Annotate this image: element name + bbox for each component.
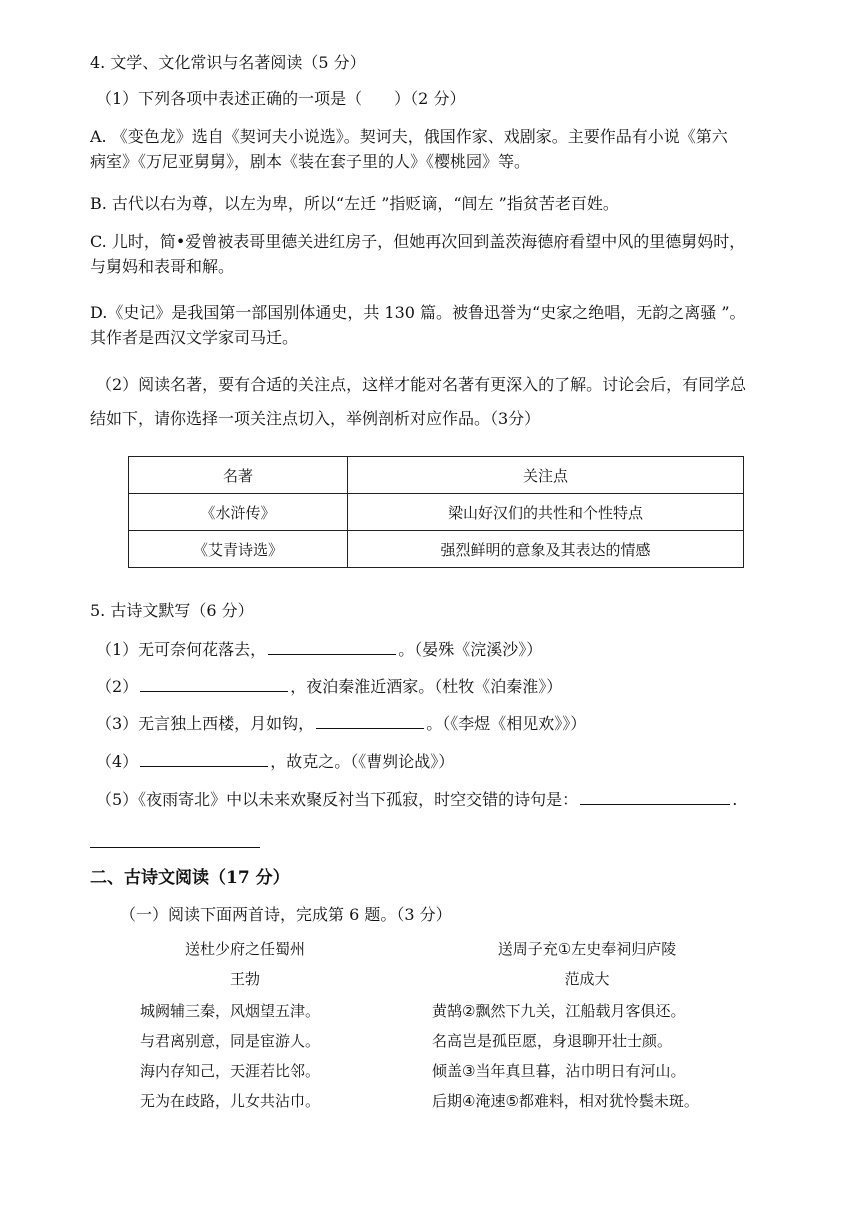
poem-2-author: 范成大: [564, 970, 610, 988]
poem-2-line: 黄鹄②飘然下九关，江船载月客俱还。: [432, 1002, 686, 1020]
q1-prompt: （1）下列各项中表述正确的一项是（ ）（2 分）: [96, 89, 466, 108]
option-a-line2: 病室》《万尼亚舅舅》，剧本《装在套子里的人》《樱桃园》等。: [90, 152, 531, 171]
option-a-line1: A. 《变色龙》选自《契诃夫小说选》。契诃夫，俄国作家、戏剧家。主要作品有小说《第六: [90, 127, 728, 146]
option-c-line1: C. 儿时，简•爱曾被表哥里德关进红房子，但她再次回到盖茨海德府看望中风的里德舅妈时，: [90, 232, 746, 251]
q2-prompt-line1: （2）阅读名著，要有合适的关注点，这样才能对名著有更深入的了解。讨论会后，有同学总: [96, 375, 747, 394]
option-b: B. 古代以右为尊，以左为卑，所以“左迁 ”指贬谪，“闾左 ”指贫苦老百姓。: [90, 194, 619, 213]
option-c-line2: 与舅妈和表哥和解。: [90, 257, 235, 276]
answer-blank-2[interactable]: [140, 675, 288, 692]
option-d-line2: 其作者是西汉文学家司马迁。: [90, 328, 299, 347]
section4-heading: 4. 文学、文化常识与名著阅读（5 分）: [90, 53, 366, 72]
poem-1-line: 与君离别意，同是宦游人。: [140, 1032, 321, 1050]
answer-blank-5[interactable]: [580, 788, 730, 805]
poem-1: [140, 934, 350, 1116]
dictation-2-suffix: ，夜泊秦淮近酒家。（杜牧《泊秦淮》）: [290, 677, 563, 696]
divider-line: [90, 847, 260, 848]
works-focus-table: [128, 456, 744, 568]
table-row: [129, 531, 744, 568]
poem-1-author: 王勃: [229, 970, 260, 988]
header-focus: 关注点: [348, 457, 744, 494]
dictation-1: [96, 638, 542, 661]
poem-1-title: 送杜少府之任蜀州: [184, 940, 305, 958]
q2-prompt-line2: 结如下，请你选择一项关注点切入，举例剖析对应作品。（3分）: [90, 409, 541, 428]
poem-2-title: 送周子充①左史奉祠归庐陵: [497, 940, 677, 958]
dictation-4-suffix: ，故克之。（《曹刿论战》）: [270, 752, 455, 771]
poem-2-line: 名高岂是孤臣愿，身退聊开壮士颜。: [432, 1032, 673, 1050]
part2-heading: 二、古诗文阅读（17 分）: [90, 868, 290, 888]
poem-2-line: 后期④淹速⑤都难料，相对犹怜鬓未斑。: [432, 1092, 699, 1110]
answer-blank-4[interactable]: [140, 750, 268, 767]
dictation-3: [96, 712, 586, 735]
focus-cell: 强烈鲜明的意象及其表达的情感: [348, 531, 744, 568]
poem-2-line: 倾盖③当年真旦暮，沾巾明日有河山。: [432, 1062, 686, 1080]
focus-cell: 梁山好汉们的共性和个性特点: [348, 494, 744, 531]
table-header-row: [129, 457, 744, 494]
table-row: [129, 494, 744, 531]
option-d-line1: D.《史记》是我国第一部国别体通史，共 130 篇。被鲁迅誉为“史家之绝唱，无韵之离骚 ”。: [90, 303, 746, 322]
part2-subheading: （一）阅读下面两首诗，完成第 6 题。（3 分）: [120, 905, 452, 924]
dictation-4: [96, 750, 454, 773]
section5-heading: 5. 古诗文默写（6 分）: [90, 601, 254, 620]
dictation-3-prefix: （3）无言独上西楼，月如钩，: [96, 714, 315, 733]
answer-blank-3[interactable]: [316, 712, 424, 729]
poem-1-line: 无为在歧路，儿女共沾巾。: [140, 1092, 321, 1110]
poem-2: [432, 934, 742, 1116]
answer-blank-1[interactable]: [268, 638, 396, 655]
dictation-1-suffix: 。（晏殊《浣溪沙》）: [398, 640, 543, 659]
dictation-2-prefix: （2）: [96, 677, 139, 696]
header-work: 名著: [129, 457, 348, 494]
poem-1-line: 城阙辅三秦，风烟望五津。: [140, 1002, 321, 1020]
dictation-5: [96, 788, 737, 811]
dictation-4-prefix: （4）: [96, 752, 139, 771]
work-cell: 《水浒传》: [129, 494, 348, 531]
dictation-5-suffix: .: [732, 790, 738, 809]
dictation-2: [96, 675, 562, 698]
dictation-1-prefix: （1）无可奈何花落去，: [96, 640, 267, 659]
work-cell: 《艾青诗选》: [129, 531, 348, 568]
dictation-5-prefix: （5）《夜雨寄北》中以未来欢聚反衬当下孤寂，时空交错的诗句是：: [96, 790, 579, 809]
poem-1-line: 海内存知己，天涯若比邻。: [140, 1062, 321, 1080]
dictation-3-suffix: 。（《李煜《相见欢》》）: [426, 714, 587, 733]
